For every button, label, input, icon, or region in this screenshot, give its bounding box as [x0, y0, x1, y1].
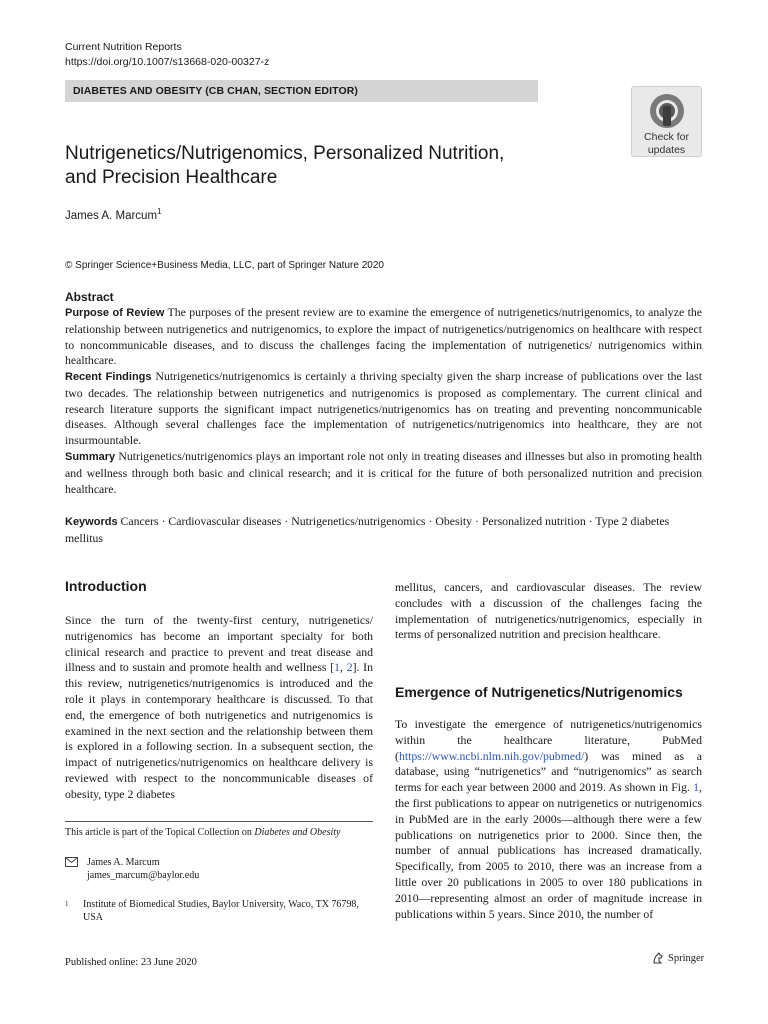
author-name[interactable]: James A. Marcum: [65, 209, 158, 222]
emergence-paragraph: [395, 717, 702, 922]
recent-label: Recent Findings: [65, 371, 152, 383]
introduction-paragraph: [65, 613, 373, 803]
journal-name: Current Nutrition Reports: [65, 41, 182, 53]
summary-label: Summary: [65, 451, 116, 463]
contact-name: James A. Marcum: [87, 857, 160, 868]
title-line-2: and Precision Healthcare: [65, 167, 278, 188]
abstract-summary: [65, 449, 702, 497]
recent-text: Nutrigenetics/nutrigenomics is certainly a thriving specialty given the sharp increase of publications over the last two decades. The relationship between nutrigenetics and nutrigenomics is proposed as complementary. The current clinical and research literature supports the significant impact nutrigenetics/nutrigenomics has on treating and preventing noncommunicable diseases. Although several challenges face the implementation of nutrigenetics/nutrigenomics into healthcare, they are not insurmountable.: [65, 369, 703, 448]
collection-name: Diabetes and Obesity: [254, 827, 341, 838]
publisher-name: Springer: [668, 952, 705, 964]
copyright-line: [65, 260, 384, 271]
keywords: [65, 514, 702, 547]
affiliation-note: [65, 898, 373, 924]
emergence-text-c: , the first publications to appear on nutrigenetics or nutrigenomics in PubMed are in the early 2000s—although there were a few publications on nutrigenetics prior to 2000. Since then, the number of annual publications has increased dramatically. Specifically, from 2005 to 2010, there was an increase from a little over 20 publications in 2005 to over 180 publications in 2010—representing almost an order of magnitude increase in publications within 5 years. Since 2010, the number of: [395, 780, 702, 921]
article-title: [65, 142, 565, 190]
abstract-purpose: [65, 305, 702, 369]
author-affiliation-marker: 1: [157, 207, 162, 216]
emergence-heading: Emergence of Nutrigenetics/Nutrigenomics: [395, 684, 683, 700]
pubmed-link[interactable]: https://www.ncbi.nlm.nih.gov/pubmed/: [398, 748, 585, 763]
purpose-label: Purpose of Review: [65, 307, 165, 319]
springer-horse-icon: [651, 951, 665, 965]
collection-prefix: This article is part of the Topical Collection on: [65, 827, 255, 838]
doi-link[interactable]: https://doi.org/10.1007/s13668-020-00327-z: [65, 56, 270, 68]
check-updates-icon: [648, 92, 686, 130]
badge-label-line1: Check for: [644, 131, 689, 143]
abstract-recent-findings: [65, 369, 702, 449]
summary-text: Nutrigenetics/nutrigenomics plays an important role not only in treating diseases and illnesses but also in promoting health and wellness through both basic and clinical research; and it is critical for the future of both personalized nutrition and precision healthcare.: [65, 449, 702, 496]
affiliation-number: 1: [65, 900, 69, 908]
section-banner: DIABETES AND OBESITY (CB CHAN, SECTION EDITOR): [65, 80, 538, 102]
citation-1[interactable]: 1: [334, 660, 341, 675]
keywords-label: Keywords: [65, 516, 118, 528]
copyright-text: Springer Science+Business Media, LLC, part of Springer Nature 2020: [75, 260, 384, 271]
footnote-divider: [65, 821, 373, 822]
figure-1-reference[interactable]: 1: [693, 780, 700, 795]
abstract-heading: Abstract: [65, 290, 114, 304]
check-for-updates-badge[interactable]: [631, 86, 702, 157]
contact-email[interactable]: james_marcum@baylor.edu: [87, 870, 200, 881]
citation-separator: ,: [340, 660, 347, 675]
envelope-icon: [65, 857, 78, 867]
published-date: Published online: 23 June 2020: [65, 957, 197, 968]
keywords-text: Cancers · Cardiovascular diseases · Nutrigenetics/nutrigenomics · Obesity · Personalized nutrition · Type 2 diabetes mellitus: [65, 514, 670, 545]
emergence-text-a: To investigate the emergence of nutrigenetics/nutrigenomics within the healthcare literature, PubMed (: [395, 717, 702, 763]
publisher-logo: [651, 951, 704, 965]
intro-text-b: ]. In this review, nutrigenetics/nutrigenomics is introduced and the role it plays in contemporary healthcare is discussed. To that end, the emergence of both nutrigenetics and nutrigenomics is examined in the next section and the relationship between them is explored in a following section. In a subsequent section, the impact of nutrigenetics/nutrigenomics on healthcare delivery is reviewed with respect to the noncommunicable diseases of obesity, type 2 diabetes: [65, 660, 374, 801]
journal-header: [65, 40, 269, 70]
citation-2[interactable]: 2: [346, 660, 353, 675]
affiliation-text: Institute of Biomedical Studies, Baylor University, Waco, TX 76798, USA: [83, 899, 359, 923]
topical-collection-note: [65, 826, 373, 839]
badge-label-line2: updates: [647, 143, 686, 156]
intro-text-a: Since the turn of the twenty-first century, nutrigenetics/ nutrigenomics has become an important specialty for both clinical research and practice to prevent and treat disease and illness and to sustain and promote health and wellness [: [65, 613, 373, 675]
corresponding-author: [65, 856, 373, 882]
title-line-1: Nutrigenetics/Nutrigenomics, Personalized Nutrition,: [65, 143, 505, 164]
emergence-text-b: ) was mined as a database, using “nutrigenetics” and “nutrigenomics” as search terms for each year between 2000 and 2019. As shown in Fig.: [395, 748, 702, 795]
introduction-heading: Introduction: [65, 578, 147, 594]
copyright-icon: ©: [65, 260, 73, 271]
purpose-text: The purposes of the present review are to examine the emergence of nutrigenetics/nutrigenomics, to analyze the relationship between nutrigenetics and nutrigenomics, to explore the impact of nutrigenetics/nutrigenomics on healthcare with respect to noncommunicable diseases, and to discuss the challenges facing the implementation of nutrigenetics/ nutrigenomics within healthcare.: [65, 305, 702, 368]
introduction-continuation: mellitus, cancers, and cardiovascular diseases. The review concludes with a discussion of the challenges facing the implementation of nutrigenetics/nutrigenomics, especially in terms of personalized nutrition and precision healthcare.: [395, 580, 702, 642]
author-line: [65, 207, 161, 222]
